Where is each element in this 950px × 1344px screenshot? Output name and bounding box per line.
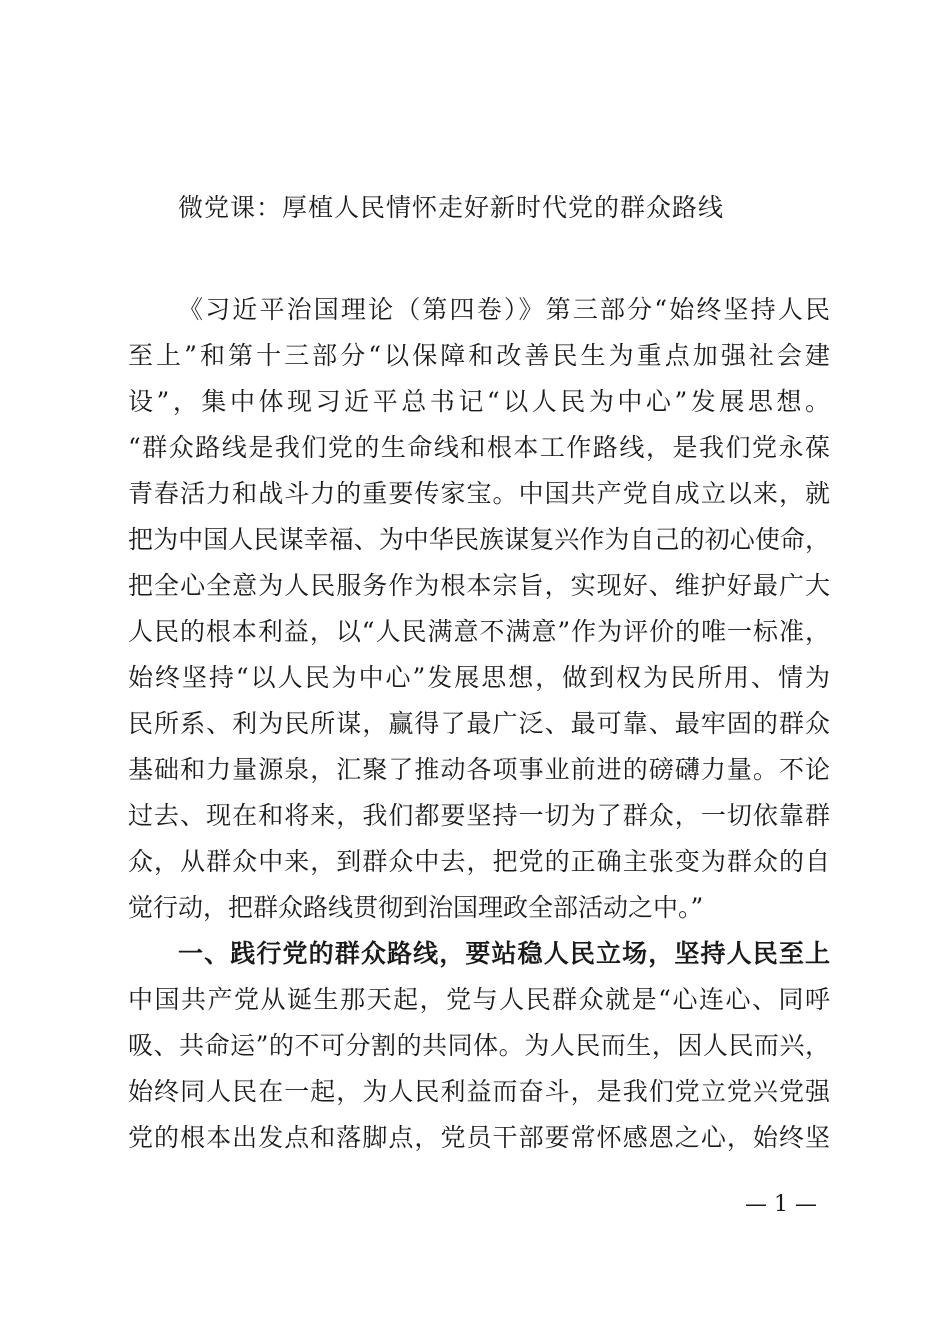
section-1-line-3: 始终同人民在一起，为人民利益而奋斗，是我们党立党兴党强	[128, 1077, 830, 1106]
intro-line-9: 始终坚持“以人民为中心”发展思想，做到权为民所用、情为	[128, 663, 830, 692]
intro-line-13: 众，从群众中来，到群众中去，把党的正确主张变为群众的自	[128, 847, 830, 876]
section-1-heading: 一、践行党的群众路线，要站稳人民立场，坚持人民至上	[178, 939, 830, 968]
intro-line-14: 觉行动，把群众路线贯彻到治国理政全部活动之中。”	[128, 893, 704, 922]
intro-line-12: 过去、现在和将来，我们都要坚持一切为了群众，一切依靠群	[128, 801, 830, 830]
intro-line-10: 民所系、利为民所谋，赢得了最广泛、最可靠、最牢固的群众	[128, 709, 830, 738]
intro-line-7: 把全心全意为人民服务作为根本宗旨，实现好、维护好最广大	[128, 571, 830, 600]
page-number: — 1 —	[745, 1192, 817, 1217]
intro-line-4: “群众路线是我们党的生命线和根本工作路线，是我们党永葆	[128, 433, 830, 462]
intro-line-2: 至上”和第十三部分“以保障和改善民生为重点加强社会建	[128, 341, 830, 370]
intro-line-3: 设”，集中体现习近平总书记“以人民为中心”发展思想。	[128, 387, 830, 416]
intro-line-1: 《习近平治国理论（第四卷）》第三部分“始终坚持人民	[178, 295, 830, 324]
section-1-line-4: 党的根本出发点和落脚点，党员干部要常怀感恩之心，始终坚	[128, 1123, 830, 1152]
section-1-line-1: 中国共产党从诞生那天起，党与人民群众就是“心连心、同呼	[128, 985, 830, 1014]
section-1-line-2: 吸、共命运”的不可分割的共同体。为人民而生，因人民而兴，	[128, 1031, 830, 1060]
intro-line-8: 人民的根本利益，以“人民满意不满意”作为评价的唯一标准，	[128, 617, 830, 646]
intro-line-6: 把为中国人民谋幸福、为中华民族谋复兴作为自己的初心使命，	[128, 525, 830, 554]
intro-line-11: 基础和力量源泉，汇聚了推动各项事业前进的磅礴力量。不论	[128, 755, 830, 784]
intro-line-5: 青春活力和战斗力的重要传家宝。中国共产党自成立以来，就	[128, 479, 830, 508]
document-title: 微党课：厚植人民情怀走好新时代党的群众路线	[178, 193, 725, 222]
